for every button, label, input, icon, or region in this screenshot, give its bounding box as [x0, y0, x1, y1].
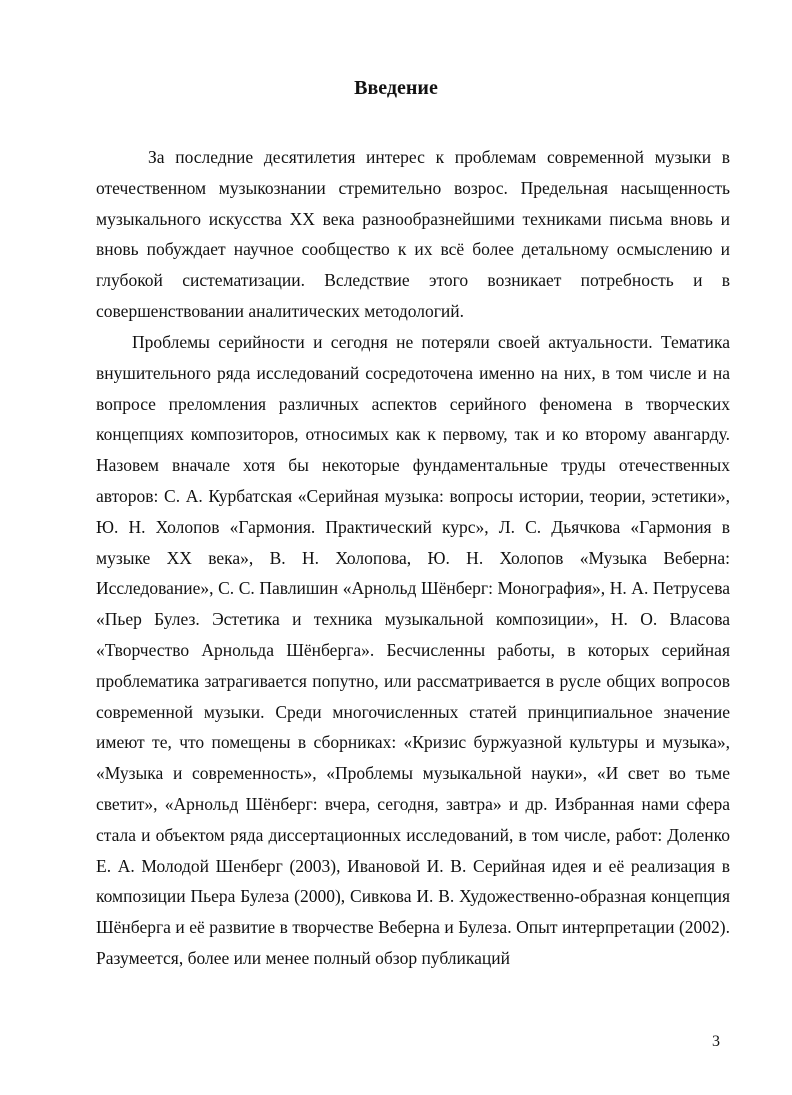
paragraph-intro: За последние десятилетия интерес к проблемам современной музыки в отечественном музыкознании стремительно возрос. Предельная насыщенность музыкального искусства XX века разнообразнейшими техниками письма вновь и вновь побуждает научное сообщество к их всё более детальному осмыслению и глубокой систематизации. Вследствие этого возникает потребность и в совершенствовании аналитических методологий. [96, 147, 730, 321]
paragraph-serialism: Проблемы серийности и сегодня не потеряли своей актуальности. Тематика внушительного ряда исследований сосредоточена именно на них, в том числе и на вопросе преломления различных аспектов серийного феномена в творческих концепциях композиторов, относимых как к первому, так и ко второму авангарду. Назовем вначале хотя бы некоторые фундаментальные труды отечественных авторов: С. А. Курбатская «Серийная музыка: вопросы истории, теории, эстетики», Ю. Н. Холопов «Гармония. Практический курс», Л. С. Дьячкова «Гармония в музыке XX века», В. Н. Холопова, Ю. Н. Холопов «Музыка Веберна: Исследование», С. С. Павлишин «Арнольд Шёнберг: Монография», Н. А. Петрусева «Пьер Булез. Эстетика и техника музыкальной композиции», Н. О. Власова «Творчество Арнольда Шёнберга». Бесчисленны работы, в которых серийная проблематика затрагивается попутно, или рассматривается в русле общих вопросов современной музыки. Среди многочисленных статей принципиальное значение имеют те, что помещены в сборниках: «Кризис буржуазной культуры и музыка», «Музыка и современность», «Проблемы музыкальной науки», «И свет во тьме светит», «Арнольд Шёнберг: вчера, сегодня, завтра» и др. Избранная нами сфера стала и объектом ряда диссертационных исследований, в том числе, работ: Доленко Е. А. Молодой Шенберг (2003), Ивановой И. В. Серийная идея и её реализация в композиции Пьера Булеза (2000), Сивкова И. В. Художественно-образная концепция Шёнберга и её развитие в творчестве Веберна и Булеза. Опыт интерпретации (2002). Разумеется, более или менее полный обзор публикаций [96, 332, 730, 968]
page-title: Введение [354, 77, 438, 99]
page-number: 3 [712, 1033, 720, 1050]
